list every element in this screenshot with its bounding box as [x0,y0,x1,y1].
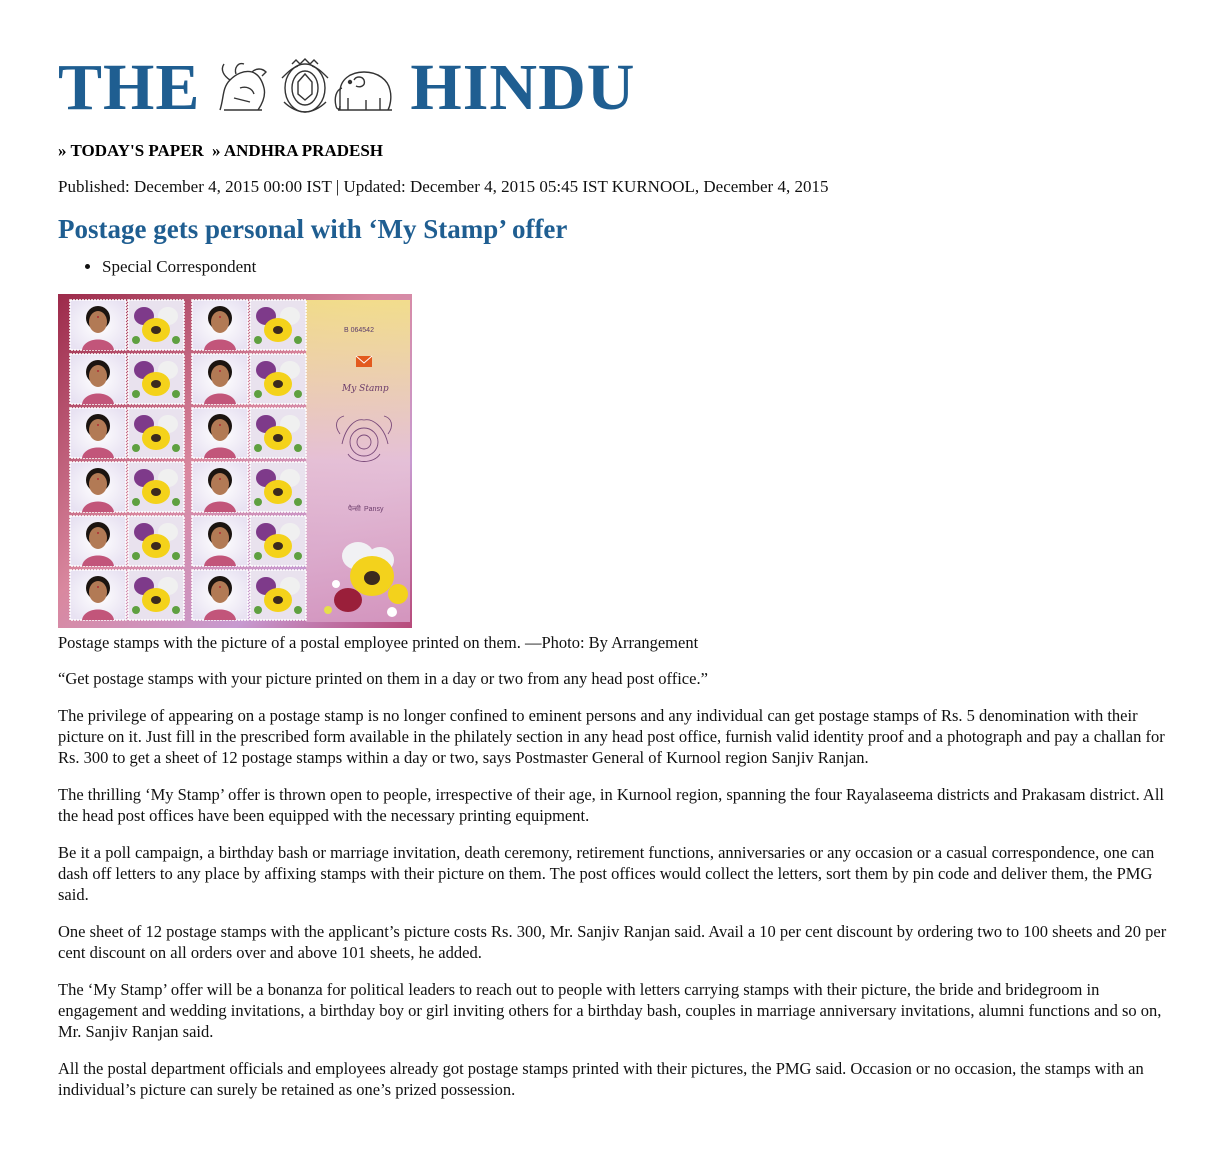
pansy-stamp [128,354,184,404]
dateline: Published: December 4, 2015 00:00 IST | Updated: December 4, 2015 05:45 IST KURNOOL, December 4, 2015 [58,177,829,196]
sheet-title: My Stamp [342,384,389,394]
pansy-stamp [128,570,184,620]
pansy-stamp [250,354,306,404]
masthead-word-hindu: HINDU [410,51,636,124]
article-paragraph: “Get postage stamps with your picture printed on them in a day or two from any head post office.” [58,669,708,688]
pansy-stamp [250,462,306,512]
article-paragraph: Be it a poll campaign, a birthday bash or marriage invitation, death ceremony, retirement functions, anniversaries or any occasion or a casual correspondence, one can dash off letters to any place by affixing stamps with their picture on them. The post offices would collect the letters, sort them by pin code and deliver them, the PMG said. [58,843,1155,904]
portrait-stamp [70,408,126,458]
masthead[interactable] [58,51,1178,124]
breadcrumb [58,140,1178,162]
sheet-flower-label-hindi: पैन्सी [348,506,361,513]
article-paragraph: The privilege of appearing on a postage stamp is no longer confined to eminent persons and any individual can get postage stamps of Rs. 5 denomination with their picture on it. Just fill in the prescribed form available in the philately section in any head post office, furnish valid identity proof and a photograph and pay a challan for Rs. 300 to get a sheet of 12 postage stamps within a day or two, says Postmaster General of Kurnool region Sanjiv Ranjan. [58,706,1165,767]
masthead-emblem-icon [210,58,400,118]
pansy-stamp [128,462,184,512]
article-headline: Postage gets personal with ‘My Stamp’ offer [58,214,568,244]
portrait-stamp [70,354,126,404]
portrait-stamp [192,516,248,566]
breadcrumb-andhra-pradesh[interactable]: » ANDHRA PRADESH [212,141,384,160]
byline-list [58,256,1178,278]
masthead-word-the: THE [58,51,201,124]
pansy-stamp [128,516,184,566]
pansy-stamp [250,300,306,350]
pansy-stamp [128,300,184,350]
pansy-stamp [250,408,306,458]
sheet-flower-label: Pansy [364,506,384,513]
portrait-stamp [192,300,248,350]
pansy-stamp [250,570,306,620]
article-page [58,51,1178,1100]
article-paragraph: One sheet of 12 postage stamps with the applicant’s picture costs Rs. 300, Mr. Sanjiv Ranjan said. Avail a 10 per cent discount by ordering two to 100 sheets and 20 per cent discount on all orders over and above 101 sheets, he added. [58,922,1167,962]
portrait-stamp [70,570,126,620]
portrait-stamp [70,462,126,512]
portrait-stamp [70,300,126,350]
portrait-stamp [70,516,126,566]
portrait-stamp [192,408,248,458]
portrait-stamp [192,462,248,512]
article-paragraph: All the postal department officials and employees already got postage stamps printed with their pictures, the PMG said. Occasion or no occasion, the stamps with an individual’s picture can surely be retained as one’s prized possession. [58,1059,1144,1099]
portrait-stamp [192,354,248,404]
article-paragraph: The thrilling ‘My Stamp’ offer is thrown open to people, irrespective of their age, in Kurnool region, spanning the four Rayalaseema districts and Prakasam district. All the head post offices have been equipped with the necessary printing equipment. [58,785,1164,825]
portrait-stamp [192,570,248,620]
stamp-sheet-photo [58,294,412,628]
byline-author: • Special Correspondent [102,256,1178,278]
article-paragraph: The ‘My Stamp’ offer will be a bonanza for political leaders to reach out to people with letters carrying stamps with their picture, the bride and bridegroom in engagement and wedding invitations, a birthday boy or girl inviting others for a birthday bash, couples in marriage anniversary invitations, alumni functions and so on, Mr. Sanjiv Ranjan said. [58,980,1162,1041]
breadcrumb-todays-paper[interactable]: » TODAY'S PAPER [58,141,204,160]
pansy-stamp [250,516,306,566]
photo-caption: Postage stamps with the picture of a postal employee printed on them. —Photo: By Arrangement [58,633,699,652]
sheet-serial: B 064542 [344,327,374,334]
pansy-stamp [128,408,184,458]
